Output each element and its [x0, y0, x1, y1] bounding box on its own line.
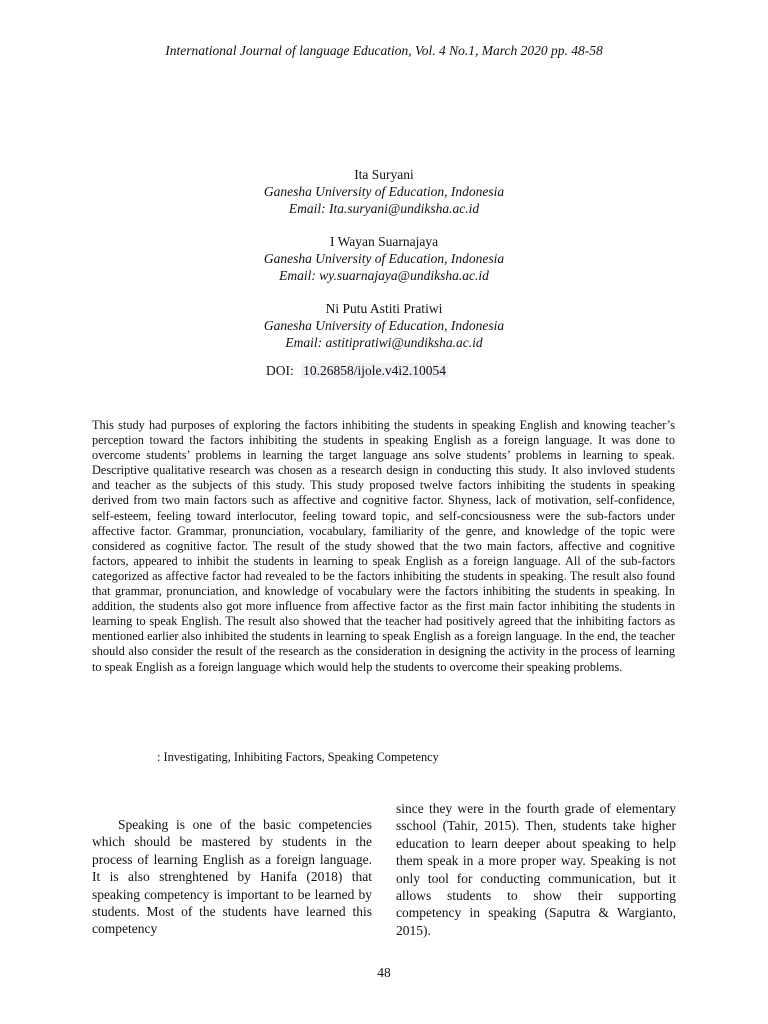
author-email: Email: wy.suarnajaya@undiksha.ac.id [279, 268, 489, 283]
author-name: Ni Putu Astiti Pratiwi [325, 301, 443, 316]
keywords: : Investigating, Inhibiting Factors, Speaking Competency [157, 750, 439, 764]
body-column-left: Speaking is one of the basic competencies which should be mastered by students in the process of learning English as a foreign language. It is also strenghtened by Hanifa (2018) that speaking competency is important to be learned by students. Most of the students have learned this competency [92, 817, 372, 937]
author-name: Ita Suryani [354, 167, 414, 182]
author-affiliation: Ganesha University of Education, Indonesia [263, 318, 505, 333]
author-affiliation: Ganesha University of Education, Indonesia [263, 251, 505, 266]
doi-link[interactable]: 10.26858/ijole.v4i2.10054 [303, 363, 446, 378]
author-2 [0, 233, 768, 284]
body-column-right: since they were in the fourth grade of elementary sschool (Tahir, 2015). Then, students take higher education to learn deeper about speaking to help them speak in a more proper way. Speaking is not only tool for conducting communication, but it allows students to show their supporting competency in speaking (Saputra & Wargianto, 2015). [396, 801, 676, 938]
journal-header: International Journal of language Education, Vol. 4 No.1, March 2020 pp. 48-58 [165, 43, 603, 58]
author-1 [0, 166, 768, 217]
author-email: Email: astitipratiwi@undiksha.ac.id [285, 335, 483, 350]
doi-label: DOI: [266, 363, 294, 378]
author-affiliation: Ganesha University of Education, Indonesia [263, 184, 505, 199]
author-email: Email: Ita.suryani@undiksha.ac.id [288, 201, 480, 216]
page-number: 48 [377, 965, 391, 980]
author-3 [0, 300, 768, 351]
abstract: This study had purposes of exploring the factors inhibiting the students in speaking English and knowing teacher’s perception toward the factors inhibiting the students in speaking English as a foreign language. It was done to overcome students’ problems in learning the target language ans solve students’ problems in learning to speak. Descriptive qualitative research was chosen as a research design in conducting this study. It also invloved students and teacher as the subjects of this study. This study proposed twelve factors inhibiting the students in speaking derived from two main factors such as affective and cognitive factor. Shyness, lack of motivation, self-confidence, self-esteem, feeling toward interlocutor, feeling toward topic, and self-concsiousness were the sub-factors under affective factor. Grammar, pronunciation, vocabulary, familiarity of the genre, and knowledge of the topic were considered as cognitive factor. The result of the study showed that the two main factors, affective and cognitive factors, appeared to inhibit the students in learning to speak English as a foreign language. All of the sub-factors categorized as affective factor had revealed to be the factors inhibiting the students in speaking. The result also found that grammar, pronunciation, and knowledge of vocabulary were the factors inhibiting the students in speaking. In addition, the students also got more influence from affective factor as the first main factor inhibiting the students in learning to speak English. The result also showed that the teacher had positively agreed that the inhibiting factors as mentioned earlier also inhibited the students in learning to speak English as a foreign language. In the end, the teacher should also consider the result of the research as the consideration in designing the activity in the process of learning to speak English as a foreign language which would help the students to overcome their speaking problems. [92, 418, 675, 674]
author-name: I Wayan Suarnajaya [329, 234, 439, 249]
doi-line [266, 363, 448, 379]
